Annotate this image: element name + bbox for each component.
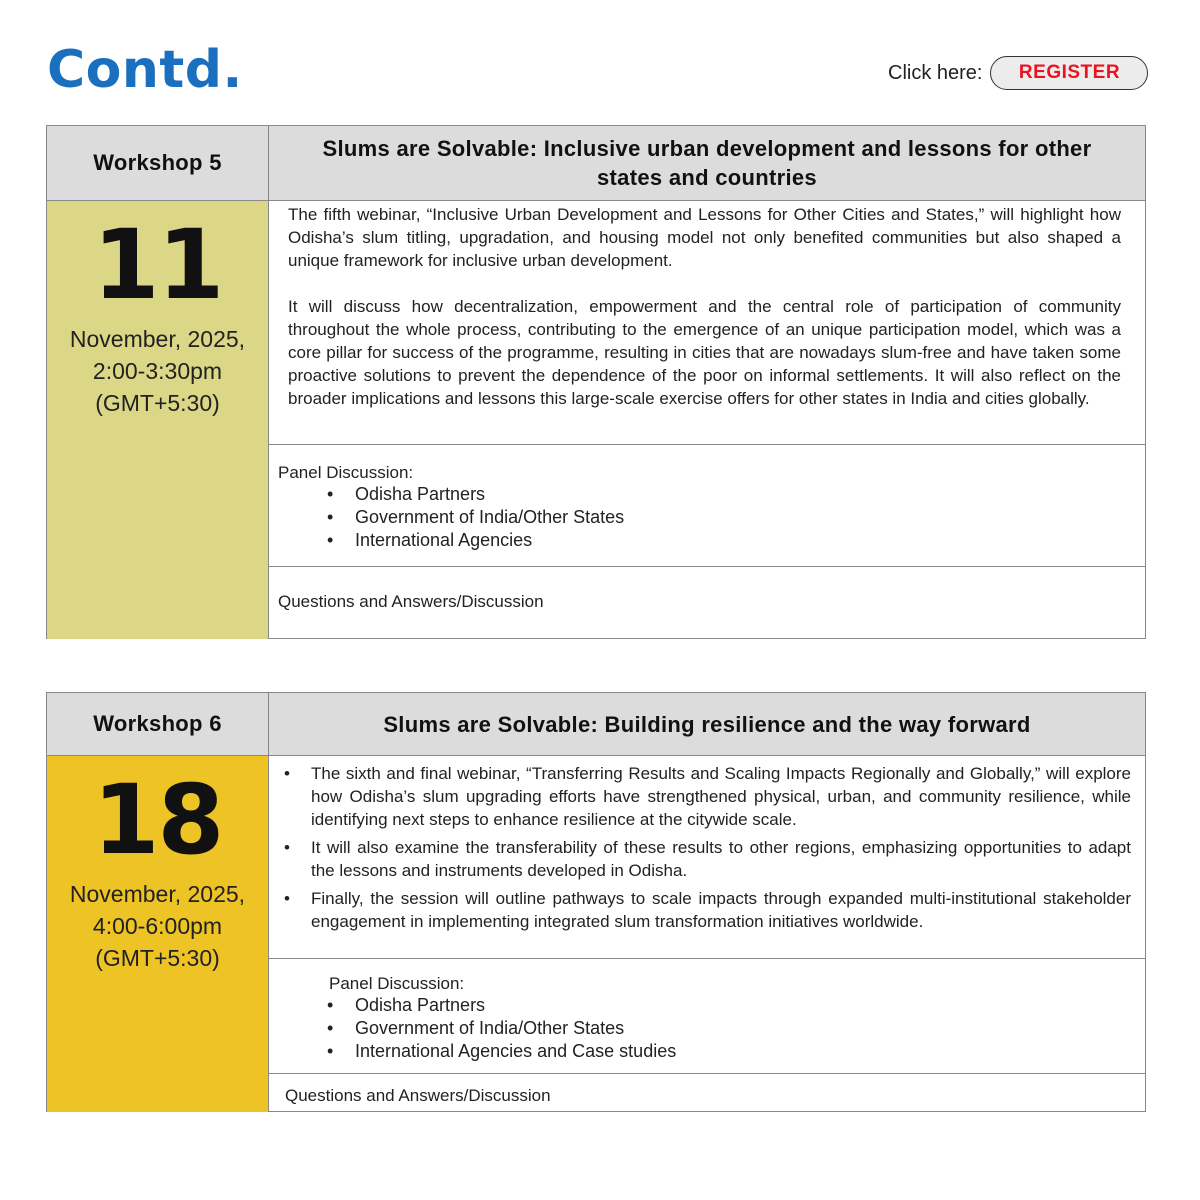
register-prompt: Click here: xyxy=(888,61,983,84)
workshop-5-title: Slums are Solvable: Inclusive urban development and lessons for other states and countries xyxy=(322,136,1092,190)
list-item: • The sixth and final webinar, “Transferring Results and Scaling Impacts Regionally and Globally,” will explore how Odisha’s slum upgrading efforts have strengthened physical, urban, and community resilience, while identifying next steps to enhance resilience at the citywide scale. xyxy=(269,762,1145,831)
workshop-6-date-cell xyxy=(47,756,269,1112)
workshop-5-qa: Questions and Answers/Discussion xyxy=(278,592,544,611)
list-item: • Government of India/Other States xyxy=(269,1017,1135,1040)
workshop-6-qa-section xyxy=(269,1074,1145,1112)
list-item: • Odisha Partners xyxy=(269,994,1135,1017)
workshop-6-panel xyxy=(269,959,1145,1074)
list-item: • Government of India/Other States xyxy=(269,506,1135,529)
workshop-6-table xyxy=(46,692,1146,1112)
workshop-6-header xyxy=(47,693,1145,756)
list-item: • International Agencies and Case studies xyxy=(269,1040,1135,1063)
workshop-5-date: November, 2025, xyxy=(69,326,246,352)
list-item: • It will also examine the transferability of these results to other regions, emphasizing opportunities to adapt the lessons and instruments developed in Odisha. xyxy=(269,836,1145,882)
workshop-6-content xyxy=(269,756,1145,1112)
workshop-6-panel-title: Panel Discussion: xyxy=(329,974,465,993)
workshop-5-table xyxy=(46,125,1146,639)
workshop-6-description xyxy=(269,756,1145,959)
workshop-5-date-cell xyxy=(47,201,269,639)
workshop-5-paragraph-1: The fifth webinar, “Inclusive Urban Development and Lessons for Other Cities and States,” will highlight how Odisha’s slum titling, upgradation, and housing model not only benefited communities but also shaped a unique framework for inclusive urban development. xyxy=(288,205,1121,270)
workshop-5-time: 2:00-3:30pm xyxy=(92,358,223,384)
workshop-5-day: 11 xyxy=(92,209,223,321)
workshop-5-qa-section xyxy=(269,567,1145,639)
workshop-5-panel-list xyxy=(269,483,1135,552)
register-button[interactable]: REGISTER xyxy=(990,56,1148,90)
workshop-6-bullet-list xyxy=(269,762,1145,933)
workshop-5-timezone: (GMT+5:30) xyxy=(95,390,220,416)
workshop-6-timezone: (GMT+5:30) xyxy=(95,945,220,971)
workshop-5-label: Workshop 5 xyxy=(47,126,269,200)
workshop-5-content xyxy=(269,201,1145,639)
workshop-6-qa: Questions and Answers/Discussion xyxy=(285,1086,551,1105)
page-heading: Contd. xyxy=(47,40,243,100)
workshop-5-panel-title: Panel Discussion: xyxy=(278,463,414,482)
workshop-6-date: November, 2025, xyxy=(69,881,246,907)
workshop-6-panel-list xyxy=(269,994,1135,1063)
workshop-6-title: Slums are Solvable: Building resilience and the way forward xyxy=(383,711,1031,737)
list-item: • International Agencies xyxy=(269,529,1135,552)
workshop-6-time: 4:00-6:00pm xyxy=(92,913,223,939)
workshop-5-paragraph-2: It will discuss how decentralization, empowerment and the central role of participation of community throughout the whole process, contributing to the emergence of an unique participation model, which was a core pillar for success of the programme, resulting in cities that are nowadays slum-free and have taken some proactive solutions to prevent the dependence of the poor on informal settlements. It will also reflect on the broader implications and lessons this large-scale exercise offers for other states in India and cities globally. xyxy=(288,297,1121,408)
workshop-5-header xyxy=(47,126,1145,201)
workshop-6-day: 18 xyxy=(92,764,223,876)
list-item: • Finally, the session will outline pathways to scale impacts through expanded multi-institutional stakeholder engagement in implementing integrated slum transformation initiatives worldwide. xyxy=(269,887,1145,933)
workshop-6-label: Workshop 6 xyxy=(47,693,269,755)
workshop-5-panel xyxy=(269,445,1145,567)
workshop-5-description xyxy=(269,201,1145,445)
register-area xyxy=(888,56,1148,90)
list-item: • Odisha Partners xyxy=(269,483,1135,506)
